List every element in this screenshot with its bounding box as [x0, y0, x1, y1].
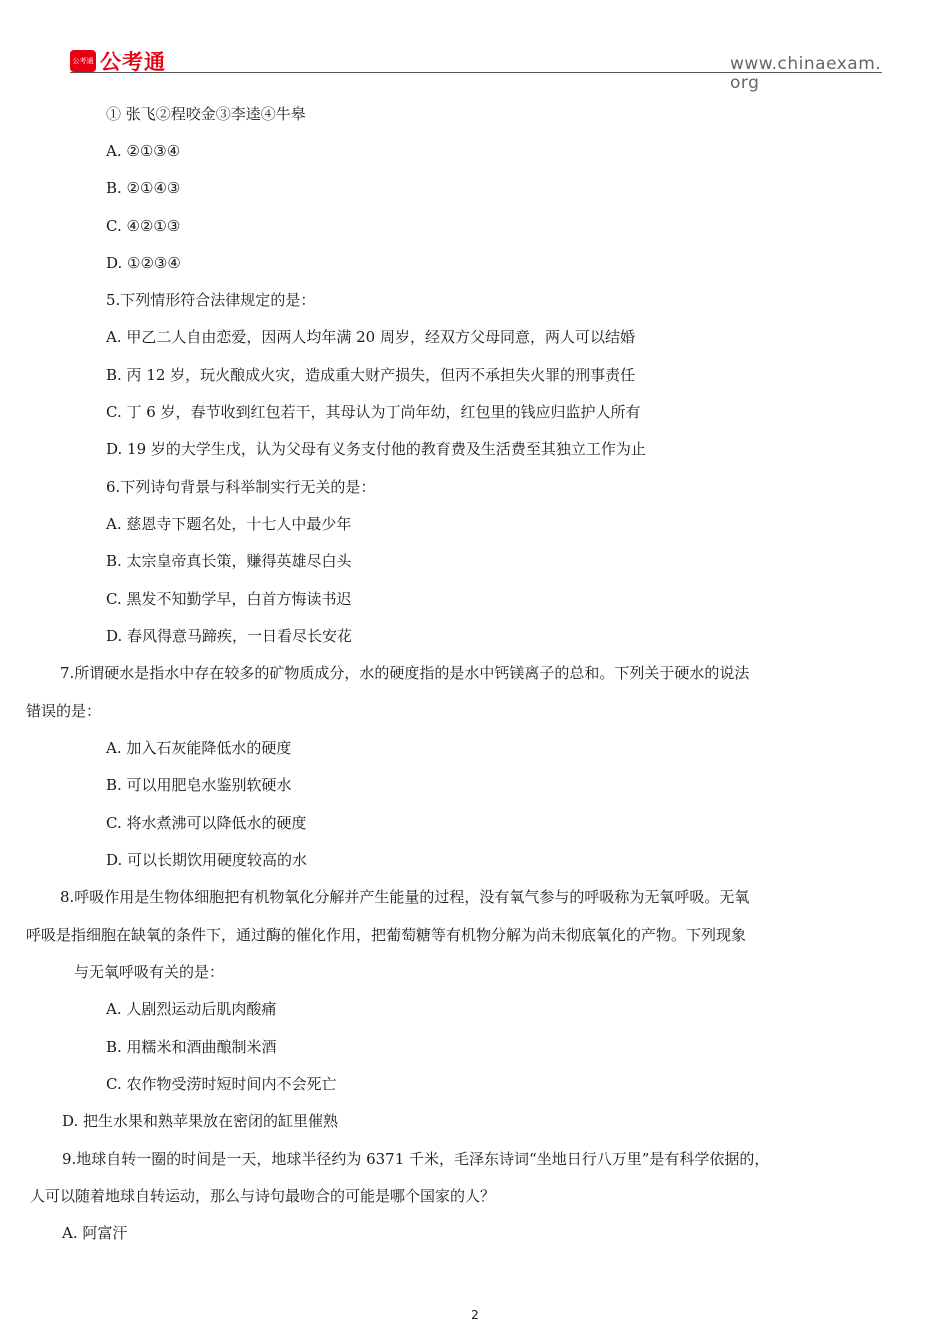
q5-option-a: A. 甲乙二人自由恋爱，因两人均年满 20 周岁，经双方父母同意，两人可以结婚: [106, 328, 635, 346]
q6-option-d: D. 春风得意马蹄疾，一日看尽长安花: [106, 627, 353, 645]
logo-badge-icon: 公考通: [70, 50, 96, 72]
logo-text: 公考通: [100, 50, 166, 74]
q4-option-b: B. ②①④③: [106, 179, 181, 197]
q5-stem: 5.下列情形符合法律规定的是：: [106, 291, 316, 309]
q6-option-a: A. 慈恩寺下题名处，十七人中最少年: [106, 515, 352, 533]
q6-option-c: C. 黑发不知勤学早，白首方悔读书迟: [106, 590, 352, 608]
q7-stem-line-1: 7.所谓硬水是指水中存在较多的矿物质成分，水的硬度指的是水中钙镁离子的总和。下列关于硬水的说法: [60, 664, 750, 682]
q8-stem-line-3: 与无氧呼吸有关的是：: [74, 963, 225, 981]
q6-option-b: B. 太宗皇帝真长策，赚得英雄尽白头: [106, 552, 352, 570]
q4-option-d: D. ①②③④: [106, 254, 181, 272]
q6-stem: 6.下列诗句背景与科举制实行无关的是：: [106, 478, 376, 496]
site-url[interactable]: www.chinaexam.org: [730, 54, 882, 93]
q4-option-c: C. ④②①③: [106, 217, 181, 235]
q9-stem-line-2: 人可以随着地球自转运动，那么与诗句最吻合的可能是哪个国家的人？: [30, 1187, 496, 1205]
q8-option-c: C. 农作物受涝时短时间内不会死亡: [106, 1075, 337, 1093]
q8-option-b: B. 用糯米和酒曲酿制米酒: [106, 1038, 277, 1056]
q8-option-a: A. 人剧烈运动后肌肉酸痛: [106, 1000, 277, 1018]
q8-option-d: D. 把生水果和熟苹果放在密闭的缸里催熟: [62, 1112, 339, 1130]
q8-stem-line-1: 8.呼吸作用是生物体细胞把有机物氧化分解并产生能量的过程，没有氧气参与的呼吸称为无氧呼吸。无氧: [60, 888, 750, 906]
q4-items: ① 张飞②程咬金③李逵④牛皋: [106, 105, 306, 123]
q7-option-b: B. 可以用肥皂水鉴别软硬水: [106, 776, 292, 794]
q7-stem-line-2: 错误的是：: [26, 702, 102, 720]
q5-option-d: D. 19 岁的大学生戊，认为父母有义务支付他的教育费及生活费至其独立工作为止: [106, 440, 646, 458]
q9-option-a: A. 阿富汗: [62, 1224, 128, 1242]
q5-option-c: C. 丁 6 岁，春节收到红包若干，其母认为丁尚年幼，红包里的钱应归监护人所有: [106, 403, 641, 421]
q5-option-b: B. 丙 12 岁，玩火酿成火灾，造成重大财产损失，但丙不承担失火罪的刑事责任: [106, 366, 636, 384]
q4-option-a: A. ②①③④: [106, 142, 181, 160]
q9-stem-line-1: 9.地球自转一圈的时间是一天，地球半径约为 6371 千米，毛泽东诗词“坐地日行八万里”是有科学依据的，: [62, 1150, 770, 1168]
q7-option-d: D. 可以长期饮用硬度较高的水: [106, 851, 308, 869]
page-header: [0, 0, 950, 100]
page-number: 2: [471, 1308, 479, 1322]
q8-stem-line-2: 呼吸是指细胞在缺氧的条件下，通过酶的催化作用，把葡萄糖等有机物分解为尚未彻底氧化的产物。下列现象: [26, 926, 747, 944]
q7-option-a: A. 加入石灰能降低水的硬度: [106, 739, 292, 757]
q7-option-c: C. 将水煮沸可以降低水的硬度: [106, 814, 307, 832]
